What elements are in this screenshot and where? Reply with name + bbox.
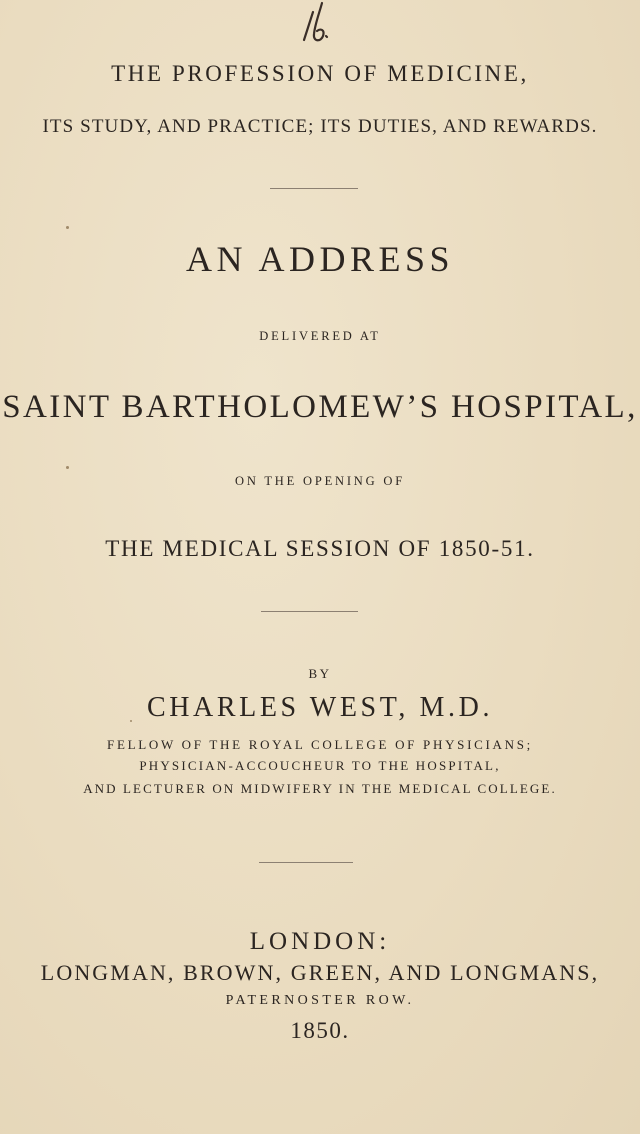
divider-rule	[270, 188, 358, 189]
handwritten-mark-16	[286, 0, 346, 46]
by-label: BY	[308, 666, 332, 681]
book-subtitle: ITS STUDY, AND PRACTICE; ITS DUTIES, AND REWARDS.	[42, 116, 598, 137]
medical-session: THE MEDICAL SESSION OF 1850-51.	[105, 536, 535, 561]
divider-rule	[259, 862, 353, 863]
delivered-at: DELIVERED AT	[259, 329, 381, 343]
book-title: THE PROFESSION OF MEDICINE,	[111, 61, 529, 86]
imprint-year: 1850.	[290, 1018, 350, 1043]
paper-speck	[66, 226, 69, 229]
author-credential: PHYSICIAN-ACCOUCHEUR TO THE HOSPITAL,	[139, 758, 501, 773]
hospital-name: SAINT BARTHOLOMEW’S HOSPITAL,	[2, 389, 638, 425]
author-name: CHARLES WEST, M.D.	[146, 692, 494, 723]
imprint-city: LONDON:	[249, 928, 391, 955]
imprint-address: PATERNOSTER ROW.	[225, 993, 415, 1008]
divider-rule	[261, 611, 358, 612]
author-credential: AND LECTURER ON MIDWIFERY IN THE MEDICAL COLLEGE.	[83, 781, 557, 796]
imprint-publisher: LONGMAN, BROWN, GREEN, AND LONGMANS,	[40, 960, 600, 985]
paper-speck	[130, 720, 132, 722]
on-the-opening: ON THE OPENING OF	[235, 474, 405, 488]
author-credential: FELLOW OF THE ROYAL COLLEGE OF PHYSICIANS;	[107, 737, 533, 752]
paper-speck	[66, 466, 69, 469]
address-heading: AN ADDRESS	[185, 239, 455, 279]
